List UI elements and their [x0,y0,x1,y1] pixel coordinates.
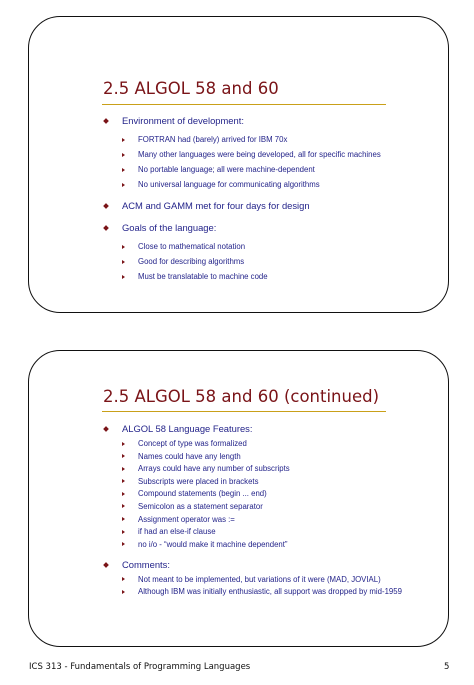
arrow-bullet-icon [122,245,125,249]
sub-bullet-item: Arrays could have any number of subscripts [103,464,432,474]
sub-bullet-item: if had an else-if clause [103,527,432,537]
footer-course-title: ICS 313 - Fundamentals of Programming Languages [29,662,251,672]
sub-bullet-item: Many other languages were being developed, all for specific machines [103,150,432,160]
sub-bullet-item: No universal language for communicating algorithms [103,180,432,190]
bullet-item: ALGOL 58 Language Features: [103,423,432,435]
diamond-bullet-icon [103,118,109,124]
slide-title: 2.5 ALGOL 58 and 60 (continued) [103,387,380,406]
arrow-bullet-icon [122,530,125,534]
arrow-bullet-icon [122,153,125,157]
arrow-bullet-icon [122,183,125,187]
diamond-bullet-icon [103,203,109,209]
sub-bullet-item: no i/o - “would make it machine dependent” [103,540,432,550]
sub-bullet-item: Although IBM was initially enthusiastic, all support was dropped by mid-1959 [103,587,432,597]
sub-bullet-item: Semicolon as a statement separator [103,502,432,512]
sub-bullet-item: Concept of type was formalized [103,439,432,449]
arrow-bullet-icon [122,467,125,471]
sub-bullet-item: Not meant to be implemented, but variations of it were (MAD, JOVIAL) [103,575,432,585]
slide-2 [28,350,449,647]
bullet-item: Goals of the language: [103,222,432,234]
slide-title: 2.5 ALGOL 58 and 60 [103,79,279,98]
sub-bullet-item: No portable language; all were machine-dependent [103,165,432,175]
arrow-bullet-icon [122,260,125,264]
slide-1 [28,16,449,313]
sub-bullet-item: FORTRAN had (barely) arrived for IBM 70x [103,135,432,145]
bullet-item: Environment of development: [103,115,432,127]
arrow-bullet-icon [122,442,125,446]
sub-bullet-item: Assignment operator was := [103,515,432,525]
arrow-bullet-icon [122,517,125,521]
bullet-list [103,423,432,597]
arrow-bullet-icon [122,168,125,172]
sub-bullet-item: Subscripts were placed in brackets [103,477,432,487]
sub-bullet-item: Must be translatable to machine code [103,272,432,282]
arrow-bullet-icon [122,577,125,581]
arrow-bullet-icon [122,590,125,594]
arrow-bullet-icon [122,492,125,496]
arrow-bullet-icon [122,479,125,483]
arrow-bullet-icon [122,454,125,458]
sub-bullet-item: Compound statements (begin ... end) [103,489,432,499]
sub-bullet-item: Good for describing algorithms [103,257,432,267]
arrow-bullet-icon [122,138,125,142]
diamond-bullet-icon [103,426,109,432]
bullet-item: ACM and GAMM met for four days for design [103,200,432,212]
sub-bullet-item: Names could have any length [103,452,432,462]
arrow-bullet-icon [122,542,125,546]
arrow-bullet-icon [122,504,125,508]
title-underline [102,411,386,412]
bullet-list [103,115,432,282]
bullet-item: Comments: [103,559,432,571]
diamond-bullet-icon [103,225,109,231]
arrow-bullet-icon [122,275,125,279]
diamond-bullet-icon [103,562,109,568]
title-underline [102,104,386,105]
page-number: 5 [444,662,450,672]
sub-bullet-item: Close to mathematical notation [103,242,432,252]
